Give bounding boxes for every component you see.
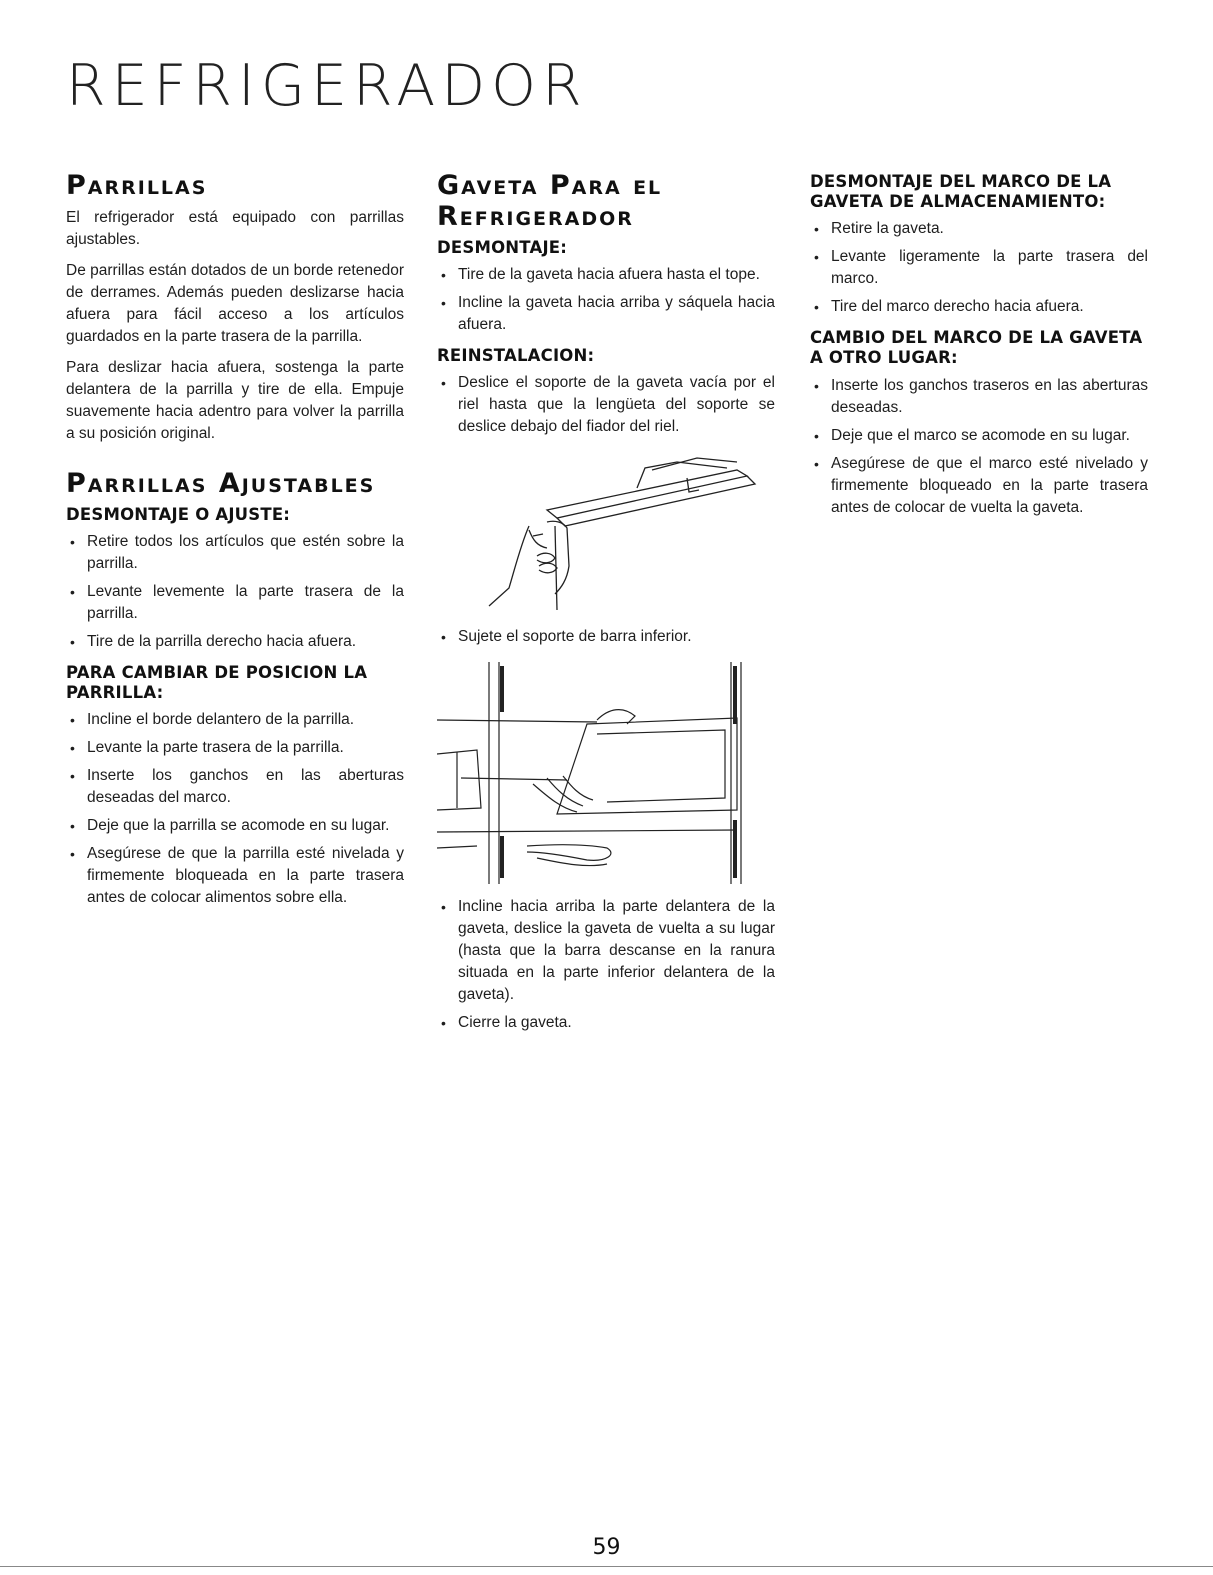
drawer-rail-illustration: [437, 448, 775, 618]
list-item: • Deje que la parrilla se acomode en su lugar.: [70, 817, 390, 835]
list-cambiar-posicion: [66, 709, 404, 909]
list-item: • Sujete el soporte de barra inferior.: [441, 628, 692, 646]
page-title: REFRIGERADOR: [66, 53, 588, 119]
list-item: • Incline hacia arriba la parte delantera de la gaveta, deslice la gaveta de vuelta a su lugar (hasta que la barra descanse en la ranura situada en la parte inferior delantera de la gaveta).: [441, 898, 775, 1004]
list-item: • Tire de la parrilla derecho hacia afuera.: [70, 633, 357, 651]
column-2: [437, 170, 775, 1044]
subheading-cambiar-posicion: PARA CAMBIAR DE POSICION LA PARRILLA:: [66, 663, 368, 703]
list-cambio-marco: [810, 375, 1148, 519]
list-item: • Deje que el marco se acomode en su lugar.: [814, 426, 1130, 444]
list-sujete: [437, 626, 775, 648]
list-desmontaje-marco: [810, 218, 1148, 318]
paragraph-3: Para deslizar hacia afuera, sostenga la parte delantera de la parrilla y tire de ella. Empuje suavemente hacia adentro para volver la parrilla a su posición original.: [66, 359, 404, 443]
column-1: [66, 170, 404, 919]
list-item: • Retire la gaveta.: [814, 220, 944, 238]
list-desmontaje: [437, 264, 775, 336]
list-incline: [437, 896, 775, 1034]
drawer-install-illustration: [437, 658, 775, 888]
list-item: • Levante levemente la parte trasera de la parrilla.: [70, 583, 404, 623]
list-item: • Tire del marco derecho hacia afuera.: [814, 298, 1084, 316]
bottom-rule: [0, 1566, 1213, 1567]
list-item: • Asegúrese de que el marco esté nivelado y firmemente bloqueado en la parte trasera antes de colocar de vuelta la gaveta.: [814, 454, 1148, 516]
heading-parrillas-ajustables: Parrillas Ajustables: [66, 468, 376, 500]
subheading-desmontaje: DESMONTAJE:: [437, 238, 568, 258]
column-3: [810, 172, 1148, 529]
list-item: • Incline el borde delantero de la parrilla.: [70, 711, 355, 729]
list-item: • Retire todos los artículos que estén sobre la parrilla.: [70, 533, 404, 573]
heading-parrillas: Parrillas: [66, 170, 208, 201]
subheading-cambio-marco: CAMBIO DEL MARCO DE LA GAVETA A OTRO LUGAR:: [810, 328, 1143, 368]
list-desmontaje-ajuste: [66, 531, 404, 653]
list-item: • Inserte los ganchos en las aberturas deseadas del marco.: [70, 767, 404, 807]
list-item: • Levante ligeramente la parte trasera del marco.: [814, 248, 1148, 288]
list-item: • Tire de la gaveta hacia afuera hasta el tope.: [441, 266, 760, 284]
list-reinstalacion: [437, 372, 775, 438]
paragraph-1: El refrigerador está equipado con parrillas ajustables.: [66, 209, 404, 249]
heading-gaveta: Gaveta Para el Refrigerador: [437, 170, 663, 233]
list-item: • Inserte los ganchos traseros en las aberturas deseadas.: [814, 376, 1148, 416]
list-item: • Cierre la gaveta.: [441, 1014, 572, 1032]
subheading-desmontaje-ajuste: DESMONTAJE O AJUSTE:: [66, 505, 291, 525]
list-item: • Levante la parte trasera de la parrilla.: [70, 739, 344, 757]
page-number: 59: [592, 1535, 621, 1560]
list-item: • Deslice el soporte de la gaveta vacía por el riel hasta que la lengüeta del soporte se deslice debajo del fiador del riel.: [441, 374, 775, 436]
paragraph-2: De parrillas están dotados de un borde retenedor de derrames. Además pueden deslizarse hacia afuera para fácil acceso a los artículos guardados en la parte trasera de la parrilla.: [66, 262, 404, 346]
subheading-reinstalacion: REINSTALACION:: [437, 346, 595, 366]
list-item: • Incline la gaveta hacia arriba y sáquela hacia afuera.: [441, 294, 775, 334]
list-item: • Asegúrese de que la parrilla esté nivelada y firmemente bloqueada en la parte trasera antes de colocar alimentos sobre ella.: [70, 845, 404, 907]
subheading-desmontaje-marco: DESMONTAJE DEL MARCO DE LA GAVETA DE ALMACENAMIENTO:: [810, 172, 1112, 212]
